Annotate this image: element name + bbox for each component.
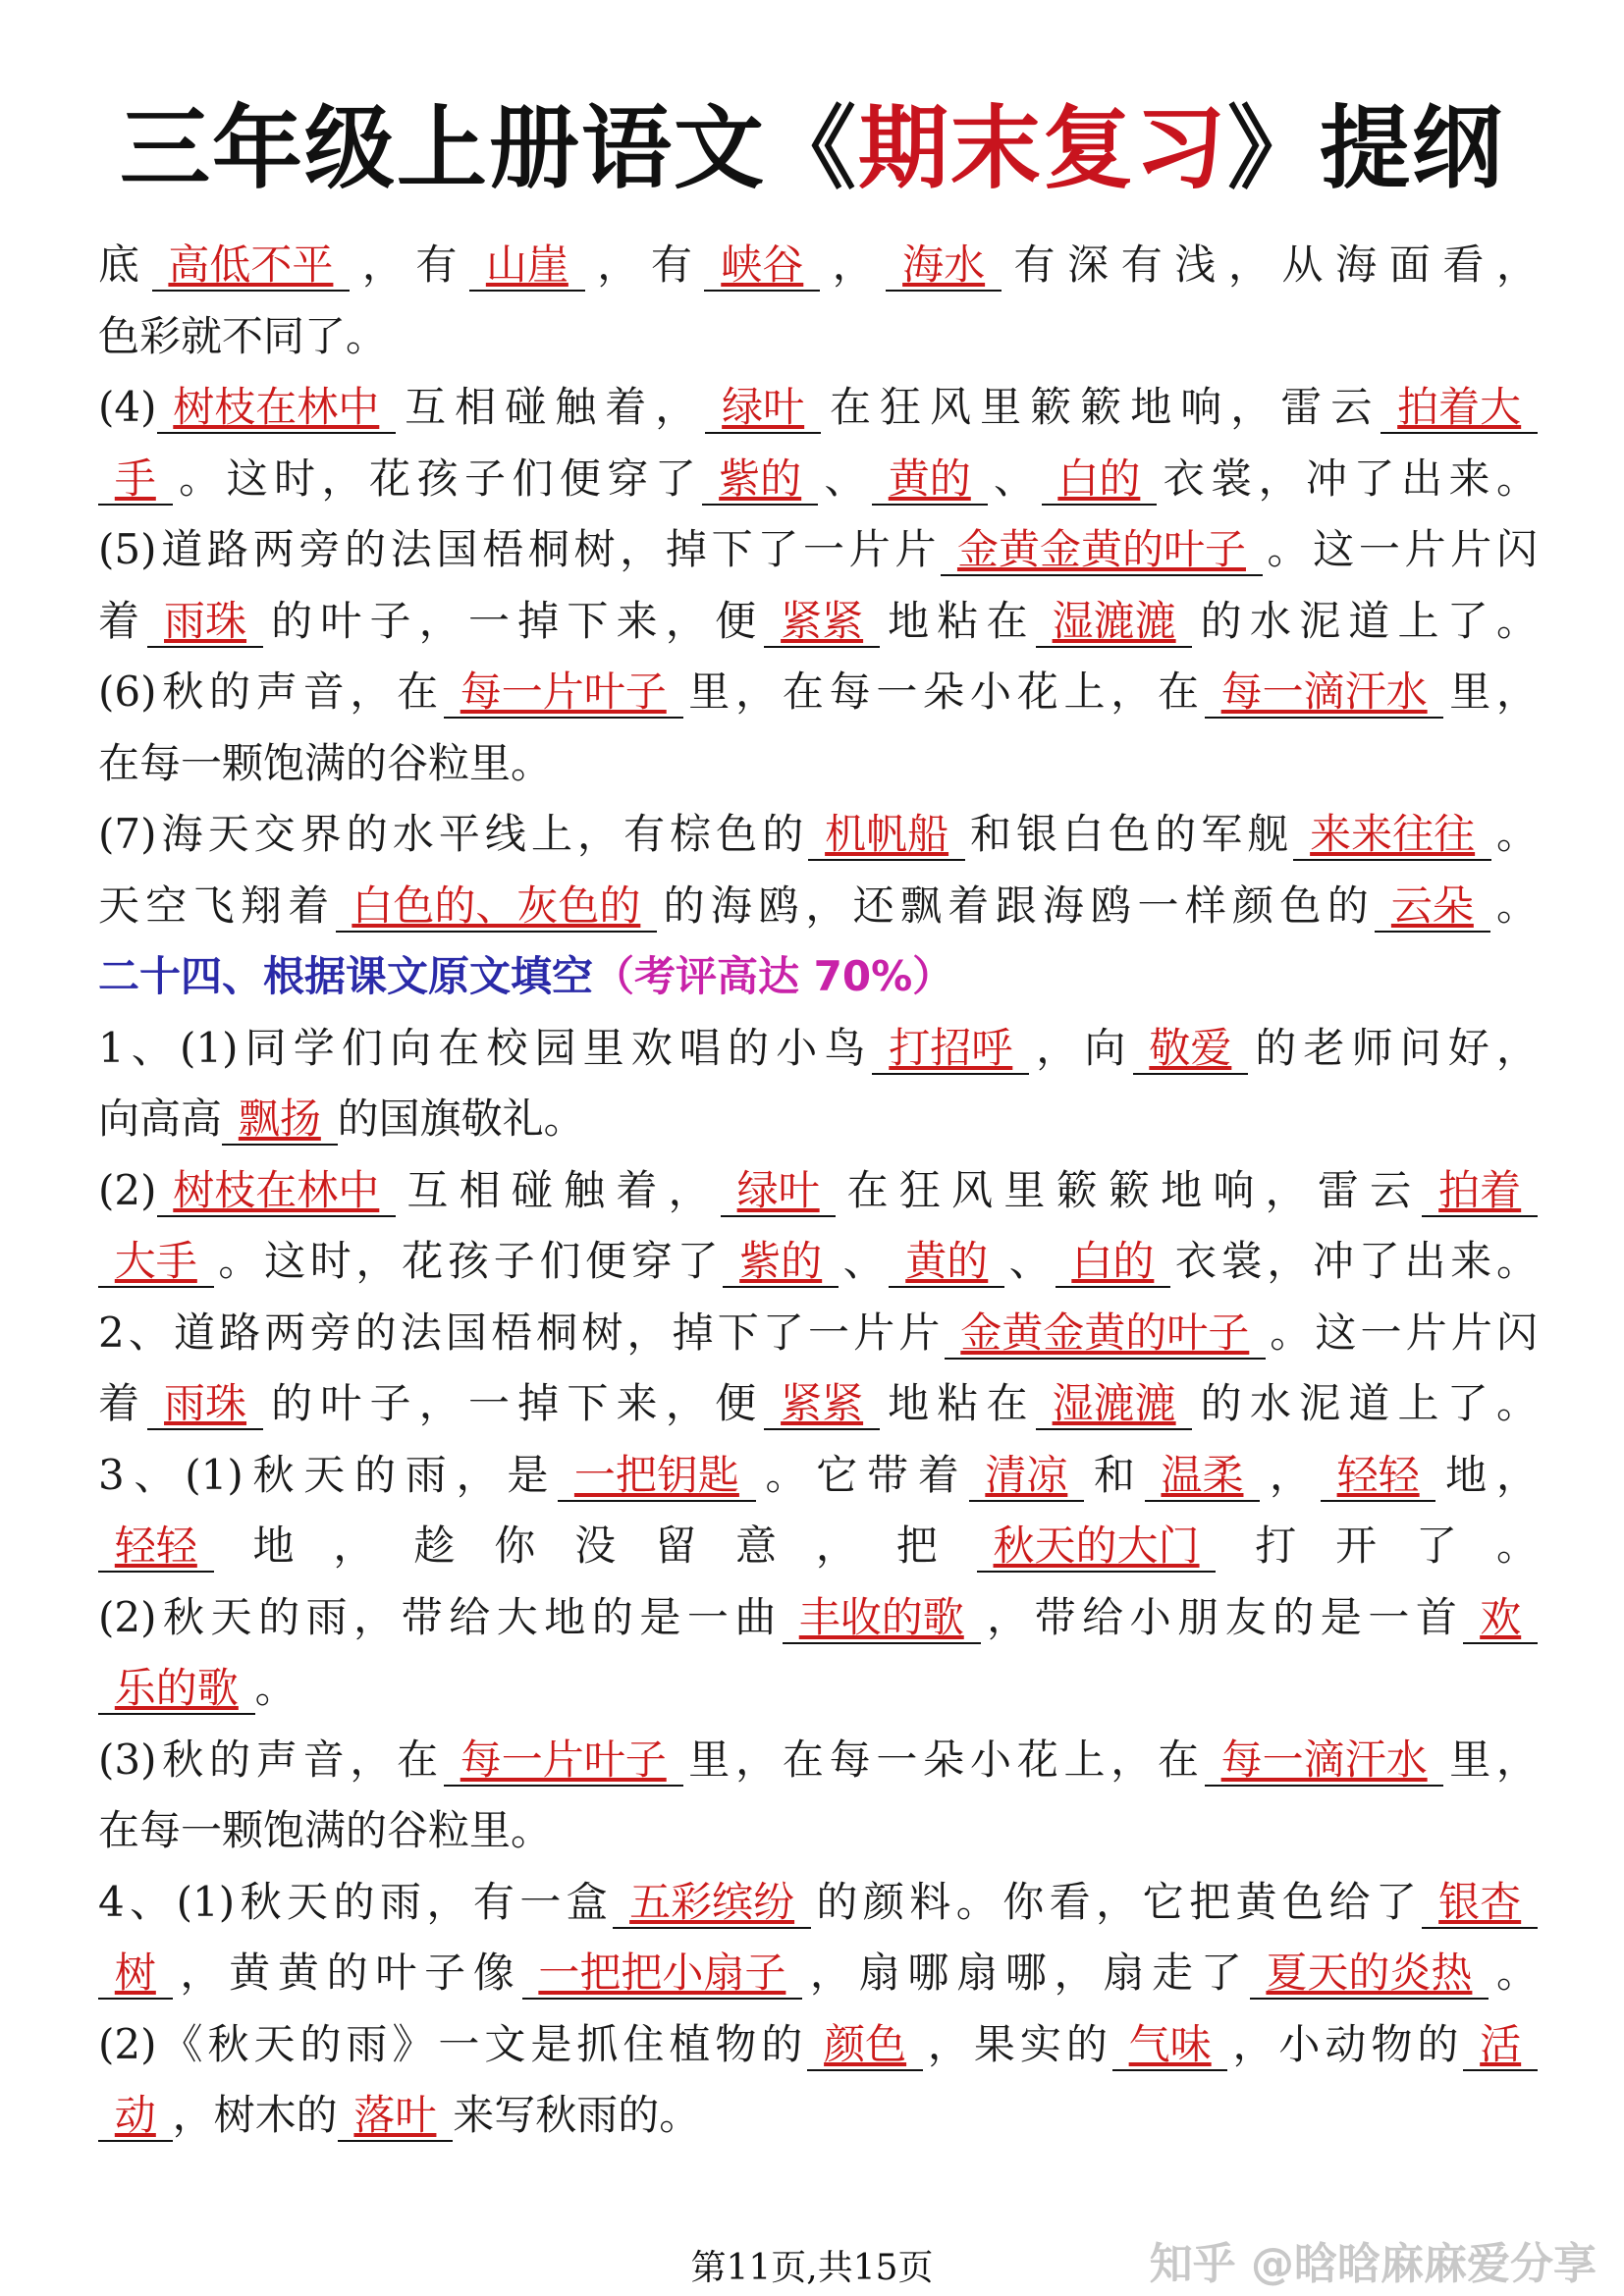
answer-blank: 每一滴汗水 <box>1205 1735 1444 1787</box>
page-number: 第11页,共15页 <box>690 2248 934 2288</box>
text-segment: 的海鸥，还飘着跟海鸥一样颜色的 <box>657 881 1376 930</box>
text-line <box>98 1511 1538 1582</box>
answer-blank: 紧紧 <box>764 597 880 648</box>
text-segment: 、 <box>838 1237 890 1285</box>
answer-blank: 雨珠 <box>147 1379 263 1430</box>
watermark: 知乎 @晗晗麻麻爱分享 <box>1149 2239 1597 2289</box>
text-line <box>98 1867 1538 1939</box>
text-segment: 3、(1)秋天的雨，是 <box>98 1450 559 1499</box>
text-line <box>98 230 1538 301</box>
text-segment: ， <box>820 240 887 289</box>
answer-blank: 拍着大 <box>1380 383 1538 434</box>
text-segment: 地， <box>1435 1450 1538 1499</box>
text-segment: 有深有浅，从海面看， <box>1001 240 1538 289</box>
text-segment: 。 <box>1489 881 1538 930</box>
answer-blank: 敬爱 <box>1133 1024 1249 1075</box>
text-line <box>98 1084 1538 1155</box>
text-segment: 。这时，花孩子们便穿了 <box>213 1237 724 1285</box>
text-segment: 里，在每一朵小花上，在 <box>682 1735 1205 1784</box>
text-segment: (2)秋天的雨，带给大地的是一曲 <box>98 1592 783 1641</box>
answer-blank: 黄的 <box>872 454 988 506</box>
text-segment: 在每一颗饱满的谷粒里。 <box>98 738 553 787</box>
text-segment: 。 <box>254 1664 297 1712</box>
text-segment: 底 <box>98 240 152 289</box>
text-segment: 的水泥道上了。 <box>1192 1379 1538 1427</box>
answer-blank: 白的 <box>1042 454 1158 506</box>
text-line <box>98 1440 1538 1512</box>
text-segment: 来写秋雨的。 <box>453 2091 701 2139</box>
answer-blank: 活 <box>1463 2020 1538 2071</box>
text-line <box>98 1298 1538 1369</box>
text-line <box>98 1226 1538 1298</box>
text-line <box>98 2080 1538 2152</box>
answer-blank: 来来往往 <box>1293 810 1491 861</box>
text-segment: 在每一颗饱满的谷粒里。 <box>98 1806 553 1854</box>
answer-blank: 绿叶 <box>721 1166 837 1217</box>
text-segment: (7)海天交界的水平线上，有棕色的 <box>98 810 809 858</box>
text-line <box>98 1795 1538 1867</box>
answer-blank: 落叶 <box>338 2091 454 2142</box>
text-line <box>98 1368 1538 1440</box>
text-line <box>98 2009 1538 2081</box>
answer-blank: 黄的 <box>889 1237 1004 1288</box>
answer-blank: 大手 <box>98 1237 214 1288</box>
answer-blank: 温柔 <box>1145 1451 1261 1502</box>
answer-blank: 雨珠 <box>147 597 263 648</box>
text-segment: 的国旗敬礼。 <box>337 1095 585 1143</box>
text-segment: 着 <box>98 1379 148 1427</box>
worksheet-body <box>98 230 1538 2152</box>
answer-blank: 每一滴汗水 <box>1205 667 1444 719</box>
answer-blank: 拍着 <box>1422 1166 1538 1217</box>
answer-blank: 树枝在林中 <box>157 1166 397 1217</box>
title-suffix: 》提纲 <box>1227 96 1505 201</box>
text-line <box>98 1582 1538 1654</box>
text-segment: 。它带着 <box>755 1450 969 1499</box>
text-line <box>98 657 1538 728</box>
answer-blank: 紧紧 <box>764 1379 880 1430</box>
text-line <box>98 799 1538 871</box>
answer-blank: 夏天的炎热 <box>1250 1949 1489 2000</box>
text-segment: (4) <box>98 383 157 431</box>
text-line <box>98 1013 1538 1085</box>
text-segment: 。这时，花孩子们便穿了 <box>172 454 703 503</box>
text-segment: ，扇哪扇哪，扇走了 <box>802 1949 1250 1997</box>
text-segment: (5)道路两旁的法国梧桐树，掉下了一片片 <box>98 525 942 573</box>
answer-blank: 清凉 <box>969 1451 1085 1502</box>
answer-blank: 云朵 <box>1375 881 1490 933</box>
text-segment: ，带给小朋友的是一首 <box>980 1592 1464 1641</box>
text-line <box>98 444 1538 515</box>
text-line <box>98 514 1538 586</box>
text-segment: 天空飞翔着 <box>98 881 336 930</box>
text-line <box>98 372 1538 444</box>
text-segment: ，有 <box>350 240 470 289</box>
text-segment: (6)秋的声音，在 <box>98 667 444 716</box>
answer-blank: 峡谷 <box>704 240 820 292</box>
answer-blank: 树枝在林中 <box>157 383 397 434</box>
text-line <box>98 728 1538 800</box>
text-segment: 互相碰触着， <box>396 1165 721 1214</box>
answer-blank: 每一片叶子 <box>444 667 683 719</box>
answer-blank: 一把把小扇子 <box>522 1949 803 2000</box>
answer-blank: 金黄金黄的叶子 <box>941 525 1263 576</box>
answer-blank: 绿叶 <box>705 383 821 434</box>
text-segment: (2) <box>98 1165 157 1214</box>
text-segment: 衣裳，冲了出来。 <box>1157 454 1538 503</box>
text-segment: (2)《秋天的雨》一文是抓住植物的 <box>98 2019 808 2068</box>
answer-blank: 高低不平 <box>152 240 351 292</box>
text-segment: ，黄黄的叶子像 <box>172 1949 522 1997</box>
text-segment: 。这一片片闪 <box>1262 525 1538 573</box>
text-segment: 地粘在 <box>879 596 1036 645</box>
text-segment: ，树木的 <box>172 2091 338 2139</box>
answer-blank: 五彩缤纷 <box>613 1878 811 1929</box>
answer-blank: 颜色 <box>807 2020 923 2071</box>
answer-blank: 飘扬 <box>222 1095 338 1146</box>
title-highlight: 期末复习 <box>857 96 1227 201</box>
text-segment: 衣裳，冲了出来。 <box>1170 1237 1538 1285</box>
text-line <box>98 1155 1538 1227</box>
text-segment: 和 <box>1084 1450 1145 1499</box>
answer-blank: 山崖 <box>469 240 585 292</box>
text-segment: (3)秋的声音，在 <box>98 1735 444 1784</box>
text-line <box>98 871 1538 942</box>
answer-blank: 机帆船 <box>808 810 965 861</box>
page-title <box>0 90 1624 208</box>
answer-blank: 乐的歌 <box>98 1664 255 1715</box>
text-segment: 着 <box>98 596 148 645</box>
answer-blank: 手 <box>98 454 173 506</box>
title-prefix: 三年级上册语文《 <box>119 96 858 201</box>
answer-blank: 气味 <box>1112 2020 1228 2071</box>
text-segment: 和银白色的军舰 <box>964 810 1294 858</box>
answer-blank: 白的 <box>1056 1237 1171 1288</box>
text-segment: 地，趁你没留意，把 <box>213 1522 977 1570</box>
section-note: （考评高达 70%） <box>593 952 954 1000</box>
text-segment: 、 <box>817 454 872 503</box>
text-segment: ，有 <box>584 240 705 289</box>
answer-blank: 欢 <box>1463 1593 1538 1644</box>
text-segment: 。 <box>1490 810 1538 858</box>
text-segment: 里， <box>1443 1735 1538 1784</box>
text-segment: 互相碰触着， <box>396 383 706 431</box>
answer-blank: 银杏 <box>1422 1878 1538 1929</box>
text-line <box>98 301 1538 373</box>
text-segment: ，向 <box>1029 1023 1133 1072</box>
answer-blank: 轻轻 <box>1321 1451 1436 1502</box>
answer-blank: 树 <box>98 1949 173 2000</box>
text-segment: 向高高 <box>98 1095 223 1143</box>
answer-blank: 打招呼 <box>872 1024 1029 1075</box>
text-segment: 在狂风里簌簌地响，雷云 <box>820 383 1381 431</box>
text-line <box>98 1653 1538 1725</box>
text-segment: ， <box>1260 1450 1321 1499</box>
text-segment: 的颜料。你看，它把黄色给了 <box>810 1877 1423 1926</box>
answer-blank: 轻轻 <box>98 1522 214 1573</box>
text-segment: 2、道路两旁的法国梧桐树，掉下了一片片 <box>98 1308 945 1357</box>
answer-blank: 湿漉漉 <box>1036 597 1193 648</box>
text-line <box>98 941 1538 1013</box>
text-segment: 4、(1)秋天的雨，有一盒 <box>98 1877 614 1926</box>
text-segment: 的老师问好， <box>1248 1023 1538 1072</box>
answer-blank: 金黄金黄的叶子 <box>945 1308 1267 1360</box>
text-line <box>98 586 1538 658</box>
text-segment: 在狂风里簌簌地响，雷云 <box>836 1165 1423 1214</box>
text-line <box>98 1938 1538 2009</box>
answer-blank: 一把钥匙 <box>558 1451 756 1502</box>
answer-blank: 海水 <box>886 240 1001 292</box>
text-segment: 里，在每一朵小花上，在 <box>682 667 1205 716</box>
text-segment: 的叶子，一掉下来，便 <box>262 596 765 645</box>
text-segment: 。 <box>1489 1949 1538 1997</box>
text-segment: 打开了。 <box>1216 1522 1538 1570</box>
text-segment: 。这一片片闪 <box>1266 1308 1538 1357</box>
text-segment: 里， <box>1443 667 1538 716</box>
text-segment: 的叶子，一掉下来，便 <box>262 1379 765 1427</box>
text-segment: ，小动物的 <box>1227 2019 1464 2068</box>
answer-blank: 湿漉漉 <box>1036 1379 1193 1430</box>
text-line <box>98 1725 1538 1796</box>
answer-blank: 丰收的歌 <box>783 1593 981 1644</box>
answer-blank: 每一片叶子 <box>444 1735 683 1787</box>
answer-blank: 白色的、灰色的 <box>336 881 658 933</box>
answer-blank: 秋天的大门 <box>977 1522 1217 1573</box>
text-segment: 色彩就不同了。 <box>98 311 388 360</box>
answer-blank: 动 <box>98 2091 173 2142</box>
answer-blank: 紫的 <box>723 1237 839 1288</box>
answer-blank: 紫的 <box>702 454 818 506</box>
text-segment: 、 <box>987 454 1042 503</box>
text-segment: 、 <box>1004 1237 1056 1285</box>
section-heading: 二十四、根据课文原文填空 <box>98 952 594 1000</box>
text-segment: ，果实的 <box>922 2019 1112 2068</box>
text-segment: 地粘在 <box>879 1379 1036 1427</box>
text-segment: 1、(1)同学们向在校园里欢唱的小鸟 <box>98 1023 873 1072</box>
text-segment: 的水泥道上了。 <box>1192 596 1538 645</box>
